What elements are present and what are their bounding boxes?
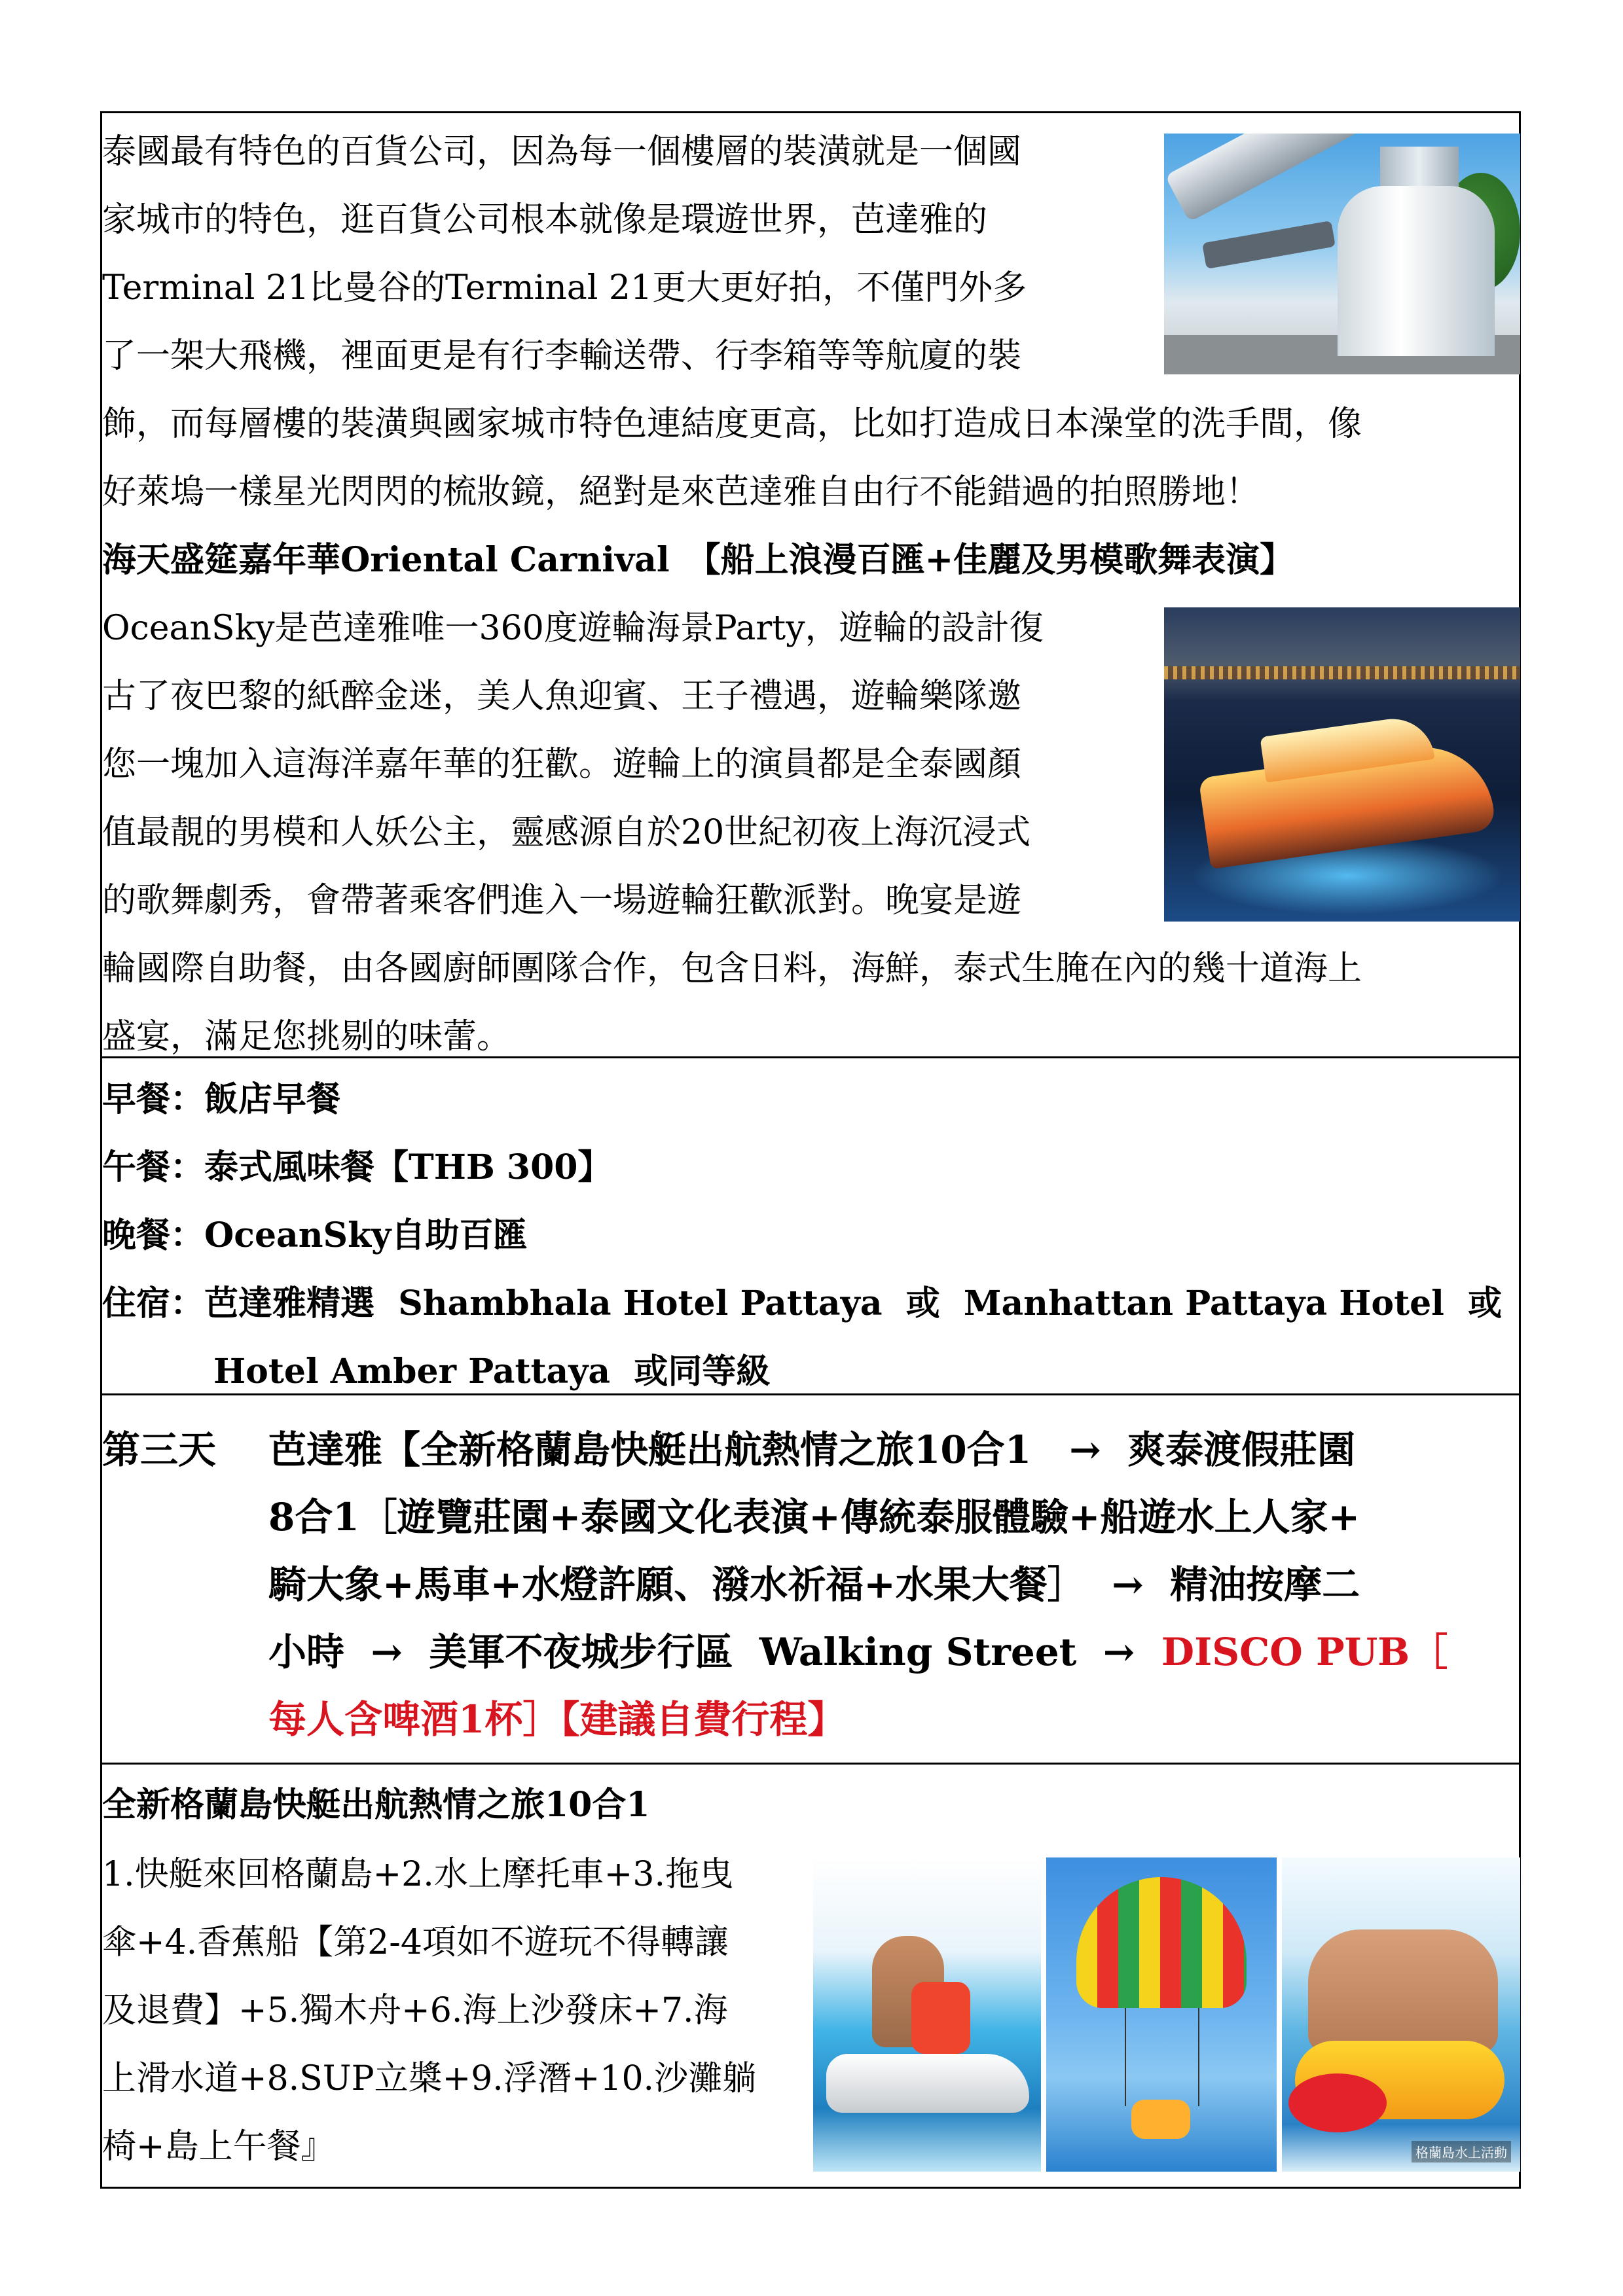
carnival-line: 古了夜巴黎的紙醉金迷，美人魚迎賓、王子禮遇，遊輪樂隊邀 bbox=[102, 677, 1022, 716]
island-line: 傘+4.香蕉船【第2-4項如不遊玩不得轉讓 bbox=[102, 1923, 729, 1962]
island-line: 上滑水道+8.SUP立槳+9.浮潛+10.沙灘躺 bbox=[102, 2059, 757, 2098]
island-line: 1.快艇來回格蘭島+2.水上摩托車+3.拖曳 bbox=[102, 1855, 733, 1894]
carnival-line: 的歌舞劇秀，會帶著乘客們進入一場遊輪狂歡派對。晚宴是遊 bbox=[102, 881, 1022, 920]
meal-lunch: 午餐：泰式風味餐【THB 300】 bbox=[102, 1147, 612, 1187]
carnival-line: 輪國際自助餐，由各國廚師團隊合作，包含日料，海鮮，泰式生腌在內的幾十道海上 bbox=[102, 949, 1362, 988]
day3-line bbox=[268, 1619, 1448, 1686]
intro-line: 泰國最有特色的百貨公司，因為每一個樓層的裝潢就是一個國 bbox=[102, 132, 1022, 171]
terminal21-photo bbox=[1164, 134, 1520, 374]
disco-pub-label: DISCO PUB［ bbox=[1161, 1630, 1448, 1674]
oceansky-ship-photo bbox=[1164, 607, 1520, 922]
intro-line: 了一架大飛機，裡面更是有行李輸送帶、行李箱等等航廈的裝 bbox=[102, 336, 1022, 376]
carnival-line: OceanSky是芭達雅唯一360度遊輪海景Party，遊輪的設計復 bbox=[102, 609, 1044, 648]
carnival-title: 海天盛筵嘉年華Oriental Carnival 【船上浪漫百匯+佳麗及男模歌舞表演】 bbox=[102, 540, 1294, 580]
row-divider bbox=[100, 1763, 1521, 1765]
carnival-line: 盛宴，滿足您挑剔的味蕾。 bbox=[102, 1017, 511, 1056]
carnival-line: 值最靚的男模和人妖公主，靈感源自於20世紀初夜上海沉浸式 bbox=[102, 813, 1031, 852]
island-line: 及退費】+5.獨木舟+6.海上沙發床+7.海 bbox=[102, 1991, 728, 2030]
jetski-photo bbox=[813, 1857, 1041, 2172]
photo-caption: 格蘭島水上活動 bbox=[1412, 2141, 1511, 2162]
hotel-line: 住宿：芭達雅精選 Shambhala Hotel Pattaya 或 Manhattan Pattaya Hotel 或 bbox=[102, 1283, 1503, 1323]
intro-line: 好萊塢一樣星光閃閃的梳妝鏡，絕對是來芭達雅自由行不能錯過的拍照勝地！ bbox=[102, 473, 1260, 512]
meal-dinner: 晚餐：OceanSky自助百匯 bbox=[102, 1215, 528, 1255]
banana-boat-photo bbox=[1282, 1857, 1520, 2172]
day3-line-part: 小時 → 美軍不夜城步行區 Walking Street → bbox=[268, 1630, 1161, 1674]
carnival-line: 您一塊加入這海洋嘉年華的狂歡。遊輪上的演員都是全泰國顏 bbox=[102, 745, 1022, 784]
intro-line: 家城市的特色，逛百貨公司根本就像是環遊世界，芭達雅的 bbox=[102, 200, 988, 240]
optional-note: 每人含啤酒1杯］【建議自費行程】 bbox=[268, 1697, 846, 1742]
island-title: 全新格蘭島快艇出航熱情之旅10合1 bbox=[102, 1785, 650, 1825]
day3-line: 芭達雅【全新格蘭島快艇出航熱情之旅10合1 → 爽泰渡假莊園 bbox=[268, 1427, 1356, 1472]
day-label: 第三天 bbox=[102, 1427, 217, 1472]
meal-breakfast: 早餐：飯店早餐 bbox=[102, 1079, 341, 1119]
day3-line: 騎大象+馬車+水燈許願、潑水祈福+水果大餐］ → 精油按摩二 bbox=[268, 1562, 1360, 1607]
parasail-photo bbox=[1046, 1857, 1277, 2172]
island-line: 椅+島上午餐』 bbox=[102, 2127, 335, 2166]
intro-line: Terminal 21比曼谷的Terminal 21更大更好拍，不僅門外多 bbox=[102, 268, 1027, 308]
day3-line: 8合1［遊覽莊園+泰國文化表演+傳統泰服體驗+船遊水上人家+ bbox=[268, 1495, 1360, 1539]
hotel-line: Hotel Amber Pattaya 或同等級 bbox=[213, 1352, 771, 1391]
intro-line: 飾，而每層樓的裝潢與國家城市特色連結度更高，比如打造成日本澡堂的洗手間，像 bbox=[102, 404, 1362, 444]
